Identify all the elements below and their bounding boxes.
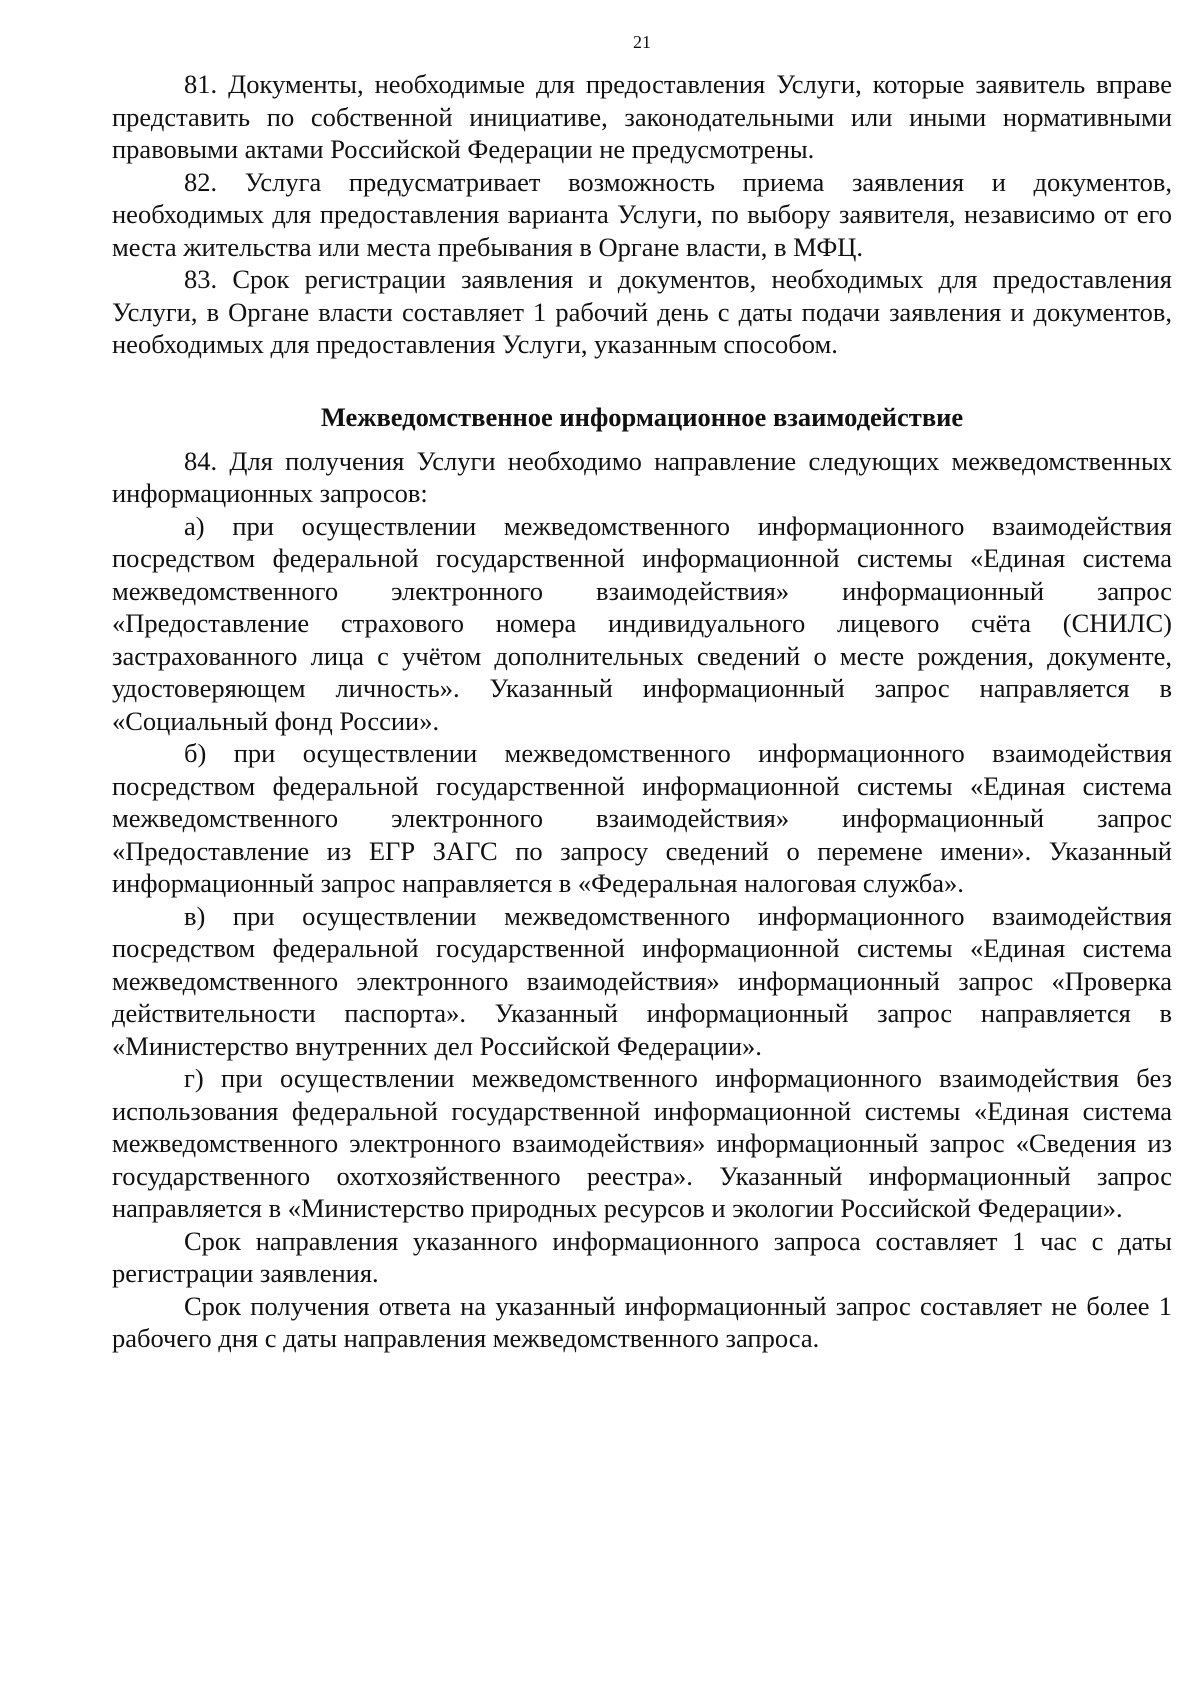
subparagraph-g: г) при осуществлении межведомственного информационного взаимодействия без использования федеральной государственной информационной системы «Единая система межведомственного электронного взаимодействия» информационный запрос «Сведения из государственного охотхозяйственного реестра». Указанный информационный запрос направляется в «Министерство природных ресурсов и экологии Российской Федерации». — [112, 1063, 1172, 1223]
section-heading: Межведомственное информационное взаимодействие — [320, 401, 964, 432]
response-deadline: Срок получения ответа на указанный информационный запрос составляет не более 1 рабочего дня с даты направления межведомственного запроса. — [112, 1290, 1172, 1353]
subparagraph-a: а) при осуществлении межведомственного информационного взаимодействия посредством федеральной государственной информационной системы «Единая система межведомственного электронного взаимодействия» информационный запрос «Предоставление страхового номера индивидуального лицевого счёта (СНИЛС) застрахованного лица с учётом дополнительных сведений о месте рождения, документе, удостоверяющем личность». Указанный информационный запрос направляется в «Социальный фонд России». — [112, 510, 1172, 736]
paragraph-81: 81. Документы, необходимые для предоставления Услуги, которые заявитель вправе представить по собственной инициативе, законодательными или иными нормативными правовыми актами Российской Федерации не предусмотрены. — [112, 69, 1172, 164]
paragraph-83: 83. Срок регистрации заявления и документов, необходимых для предоставления Услуги, в Органе власти составляет 1 рабочий день с даты подачи заявления и документов, необходимых для предоставления Услуги, указанным способом. — [112, 264, 1172, 359]
document-page — [112, 30, 1172, 1355]
subparagraph-b: б) при осуществлении межведомственного информационного взаимодействия посредством федеральной государственной информационной системы «Единая система межведомственного электронного взаимодействия» информационный запрос «Предоставление из ЕГР ЗАГС по запросу сведений о перемене имени». Указанный информационный запрос направляется в «Федеральная налоговая служба». — [112, 738, 1172, 898]
paragraph-84: 84. Для получения Услуги необходимо направление следующих межведомственных информационных запросов: — [112, 445, 1172, 508]
subparagraph-v: в) при осуществлении межведомственного информационного взаимодействия посредством федеральной государственной информационной системы «Единая система межведомственного электронного взаимодействия» информационный запрос «Проверка действительности паспорта». Указанный информационный запрос направляется в «Министерство внутренних дел Российской Федерации». — [112, 900, 1172, 1061]
page-number: 21 — [633, 32, 651, 52]
request-send-deadline: Срок направления указанного информационного запроса составляет 1 час с даты регистрации заявления. — [112, 1225, 1172, 1288]
paragraph-82: 82. Услуга предусматривает возможность приема заявления и документов, необходимых для предоставления варианта Услуги, по выбору заявителя, независимо от его места жительства или места пребывания в Органе власти, в МФЦ. — [112, 166, 1172, 262]
